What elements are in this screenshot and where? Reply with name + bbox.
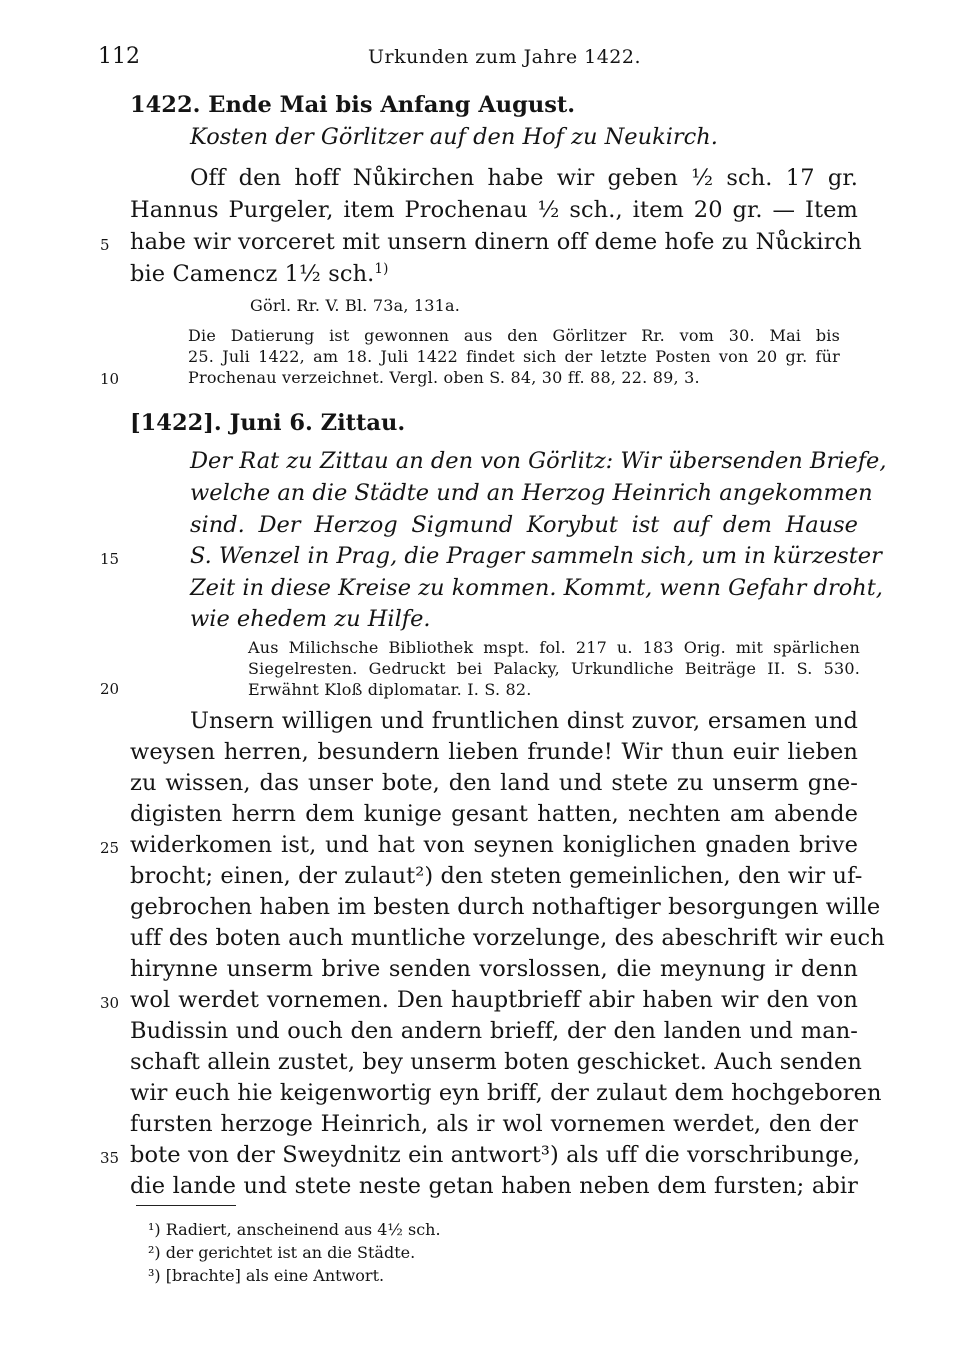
doc2-text-line: schaft allein zustet, bey unserm boten geschicket. Auch senden xyxy=(130,1049,862,1075)
doc2-summary-line: wie ehedem zu Hilfe. xyxy=(190,606,431,632)
doc2-text-line: weysen herren, besundern lieben frunde! Wir thun euir lieben xyxy=(130,739,858,765)
margin-line-number: 30 xyxy=(100,994,120,1012)
doc2-text-line: uff des boten auch muntliche vorzelunge, des abeschrift wir euch xyxy=(130,925,885,951)
doc2-summary-line: sind. Der Herzog Sigmund Korybut ist auf dem Hause xyxy=(190,512,858,538)
doc2-text-line: Unsern willigen und fruntlichen dinst zuvor, ersamen und xyxy=(190,708,858,734)
doc2-summary-line: S. Wenzel in Prag, die Prager sammeln sich, um in kürzester xyxy=(190,543,882,569)
doc2-summary-line: Zeit in diese Kreise zu kommen. Kommt, wenn Gefahr droht, xyxy=(190,575,883,601)
margin-line-number: 25 xyxy=(100,839,120,857)
doc2-text-line: bote von der Sweydnitz ein antwort³) als uff die vorschribunge, xyxy=(130,1142,861,1168)
margin-line-number: 10 xyxy=(100,370,120,388)
doc1-heading: 1422. Ende Mai bis Anfang August. xyxy=(130,92,576,118)
margin-line-number: 15 xyxy=(100,550,120,568)
running-title: Urkunden zum Jahre 1422. xyxy=(368,46,642,68)
page-header xyxy=(98,44,858,74)
footnote: ¹) Radiert, anscheinend aus 4½ sch. xyxy=(148,1220,441,1239)
doc2-text-line: die lande und stete neste getan haben neben dem fursten; abir xyxy=(130,1173,858,1199)
doc1-note-line: Die Datierung ist gewonnen aus den Görlitzer Rr. vom 30. Mai bis xyxy=(188,326,840,345)
doc2-text-line: digisten herrn dem kunige gesant hatten, nechten am abende xyxy=(130,801,858,827)
doc2-text-line: fursten herzoge Heinrich, als ir wol vornemen werdet, den der xyxy=(130,1111,858,1137)
doc2-text-line: widerkomen ist, und hat von seynen koniglichen gnaden brive xyxy=(130,832,858,858)
footnote-mark: 1) xyxy=(374,260,389,277)
doc2-text-line: brocht; einen, der zulaut²) den steten gemeinlichen, den wir uf- xyxy=(130,863,863,889)
doc1-line-text: bie Camencz 1½ sch. xyxy=(130,261,375,287)
doc2-heading: [1422]. Juni 6. Zittau. xyxy=(130,410,406,436)
doc1-subtitle: Kosten der Görlitzer auf den Hof zu Neukirch. xyxy=(190,124,718,150)
page-number: 112 xyxy=(98,44,140,69)
doc1-line: Hannus Purgeler, item Prochenau ½ sch., item 20 gr. — Item xyxy=(130,197,858,223)
doc1-source: Görl. Rr. V. Bl. 73a, 131a. xyxy=(250,296,461,315)
footnote: ²) der gerichtet ist an die Städte. xyxy=(148,1243,416,1262)
doc2-summary-line: Der Rat zu Zittau an den von Görlitz: Wir übersenden Briefe, xyxy=(190,448,887,474)
doc2-source-line: Erwähnt Kloß diplomatar. I. S. 82. xyxy=(248,680,532,699)
doc1-line: Off den hoff Nůkirchen habe wir geben ½ sch. 17 gr. xyxy=(190,165,858,191)
margin-line-number: 35 xyxy=(100,1149,120,1167)
margin-line-number: 5 xyxy=(100,236,110,254)
doc2-summary-line: welche an die Städte und an Herzog Heinrich angekommen xyxy=(190,480,873,506)
doc2-text-line: Budissin und ouch den andern brieff, der den landen und man- xyxy=(130,1018,858,1044)
doc2-source-line: Aus Milichsche Bibliothek mspt. fol. 217 u. 183 Orig. mit spärlichen xyxy=(248,638,860,657)
footnote-rule xyxy=(136,1205,236,1206)
doc1-note-line: 25. Juli 1422, am 18. Juli 1422 findet sich der letzte Posten von 20 gr. für xyxy=(188,347,840,366)
doc2-text-line: hirynne unserm brive senden vorslossen, die meynung ir denn xyxy=(130,956,858,982)
doc2-text-line: gebrochen haben im besten durch nothaftiger besorgungen wille xyxy=(130,894,881,920)
doc2-source-line: Siegelresten. Gedruckt bei Palacky, Urkundliche Beiträge II. S. 530. xyxy=(248,659,860,678)
doc1-note-line: Prochenau verzeichnet. Vergl. oben S. 84, 30 ff. 88, 22. 89, 3. xyxy=(188,368,700,387)
doc2-text-line: wir euch hie keigenwortig eyn briff, der zulaut dem hochgeboren xyxy=(130,1080,882,1106)
margin-line-number: 20 xyxy=(100,680,120,698)
footnote: ³) [brachte] als eine Antwort. xyxy=(148,1266,385,1285)
doc1-line xyxy=(130,261,388,287)
doc2-text-line: wol werdet vornemen. Den hauptbrieff abir haben wir den von xyxy=(130,987,858,1013)
doc2-text-line: zu wissen, das unser bote, den land und stete zu unserm gne- xyxy=(130,770,858,796)
doc1-line: habe wir vorceret mit unsern dinern off deme hofe zu Nůckirch xyxy=(130,229,862,255)
